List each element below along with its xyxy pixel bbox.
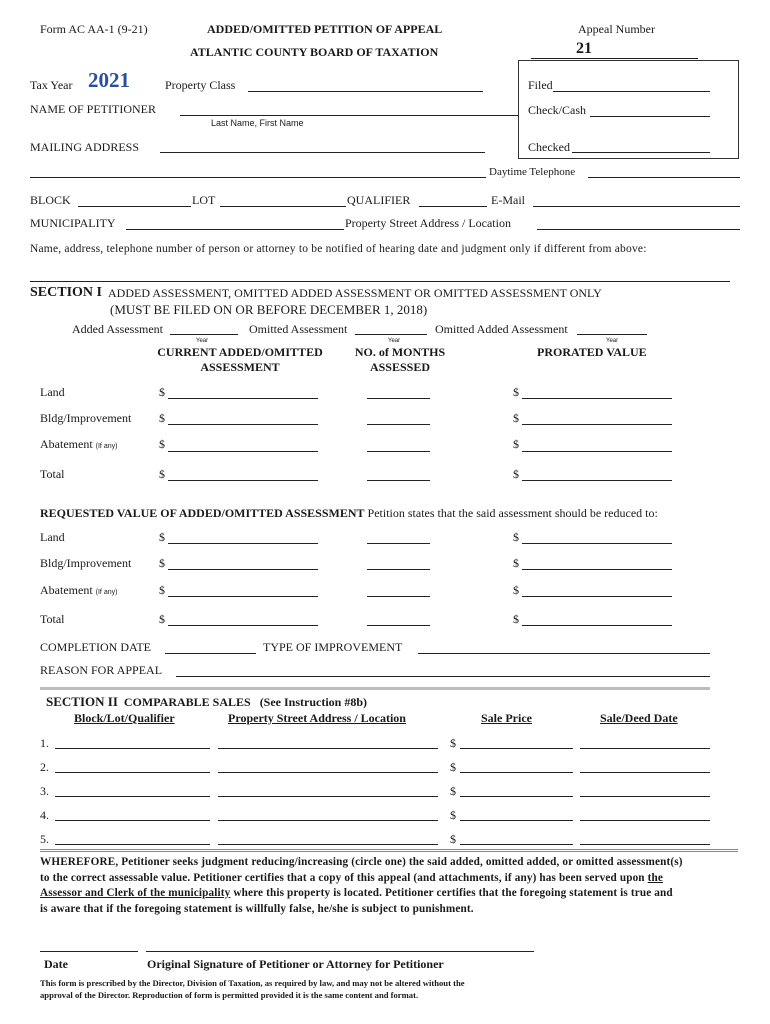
property-class-label: Property Class bbox=[165, 78, 236, 92]
wherefore-line-3b: where this property is located. Petitioner certifies that the foregoing statement is true and bbox=[233, 887, 673, 899]
dollar-sign: $ bbox=[513, 385, 519, 399]
signature-label: Original Signature of Petitioner or Attorney for Petitioner bbox=[147, 957, 444, 971]
dollar-sign: $ bbox=[513, 530, 519, 544]
omitted-added-assessment-label: Omitted Added Assessment bbox=[435, 322, 568, 336]
req-bldg-label: Bldg/Improvement bbox=[40, 556, 132, 570]
appeal-number-label: Appeal Number bbox=[578, 22, 655, 36]
prorated-bldg-field[interactable] bbox=[522, 424, 672, 425]
section1-deadline: (MUST BE FILED ON OR BEFORE DECEMBER 1, 2018) bbox=[110, 302, 428, 317]
comp-address-field[interactable] bbox=[218, 820, 438, 821]
req-prorated-bldg-field[interactable] bbox=[522, 569, 672, 570]
comp-date-field[interactable] bbox=[580, 748, 710, 749]
current-land-field[interactable] bbox=[168, 398, 318, 399]
section2-heading-text: COMPARABLE SALES bbox=[123, 695, 251, 709]
dollar-sign: $ bbox=[513, 583, 519, 597]
added-assessment-label: Added Assessment bbox=[72, 322, 163, 336]
req-prorated-abatement-field[interactable] bbox=[522, 596, 672, 597]
qualifier-field[interactable] bbox=[419, 206, 487, 207]
section1-heading-text: ADDED ASSESSMENT, OMITTED ADDED ASSESSMENT OR OMITTED ASSESSMENT ONLY bbox=[108, 286, 602, 300]
block-label: BLOCK bbox=[30, 193, 71, 207]
email-label: E-Mail bbox=[491, 193, 525, 207]
type-of-improvement-field[interactable] bbox=[418, 653, 710, 654]
omitted-assessment-label: Omitted Assessment bbox=[249, 322, 348, 336]
section1-heading: SECTION I bbox=[30, 285, 102, 300]
dollar-sign: $ bbox=[513, 437, 519, 451]
wherefore-line-2b: the bbox=[647, 872, 664, 884]
name-label: NAME OF PETITIONER bbox=[30, 102, 156, 116]
comp-price-field[interactable] bbox=[460, 772, 573, 773]
req-land-label: Land bbox=[40, 530, 65, 544]
section2-heading: SECTION II bbox=[46, 694, 118, 709]
wherefore-line-2 bbox=[40, 872, 663, 884]
current-total-field[interactable] bbox=[168, 480, 318, 481]
comp-row-number: 3. bbox=[40, 784, 49, 798]
row-land-label: Land bbox=[40, 385, 65, 399]
req-abatement-label bbox=[40, 583, 117, 598]
comp-block-field[interactable] bbox=[55, 844, 210, 845]
dollar-sign: $ bbox=[513, 467, 519, 481]
current-abatement-field[interactable] bbox=[168, 451, 318, 452]
wherefore-line-3 bbox=[40, 887, 673, 899]
requested-value-label: REQUESTED VALUE OF ADDED/OMITTED ASSESSMENT bbox=[40, 506, 365, 520]
col-address-header: Property Street Address / Location bbox=[228, 711, 406, 725]
added-assessment-year-field[interactable] bbox=[170, 334, 238, 335]
section-divider bbox=[40, 849, 738, 852]
check-cash-field[interactable] bbox=[590, 116, 710, 117]
comp-block-field[interactable] bbox=[55, 796, 210, 797]
comp-block-field[interactable] bbox=[55, 748, 210, 749]
comp-block-field[interactable] bbox=[55, 820, 210, 821]
comp-row-number: 4. bbox=[40, 808, 49, 822]
col-price-header: Sale Price bbox=[481, 711, 532, 725]
property-location-field[interactable] bbox=[537, 229, 740, 230]
notify-text: Name, address, telephone number of person or attorney to be notified of hearing date and judgment only if different from above: bbox=[30, 243, 647, 255]
months-abatement-field[interactable] bbox=[367, 451, 430, 452]
comp-price-field[interactable] bbox=[460, 796, 573, 797]
reason-for-appeal-field[interactable] bbox=[176, 676, 710, 677]
comp-address-field[interactable] bbox=[218, 748, 438, 749]
comp-row-number: 2. bbox=[40, 760, 49, 774]
prorated-abatement-field[interactable] bbox=[522, 451, 672, 452]
requested-value-text: Petition states that the said assessment should be reduced to: bbox=[367, 506, 658, 520]
req-prorated-land-field[interactable] bbox=[522, 543, 672, 544]
dollar-sign: $ bbox=[450, 736, 456, 750]
tax-year-label: Tax Year bbox=[30, 78, 73, 92]
dollar-sign: $ bbox=[159, 530, 165, 544]
dollar-sign: $ bbox=[450, 808, 456, 822]
col-months-header-2: ASSESSED bbox=[369, 360, 431, 374]
lot-label: LOT bbox=[192, 193, 216, 207]
comp-date-field[interactable] bbox=[580, 772, 710, 773]
mailing-address-field[interactable] bbox=[160, 152, 485, 153]
req-total-label: Total bbox=[40, 612, 65, 626]
date-label: Date bbox=[44, 957, 68, 971]
col-current-header-2: ASSESSMENT bbox=[200, 360, 280, 374]
comp-row-number: 1. bbox=[40, 736, 49, 750]
wherefore-line-2a: to the correct assessable value. Petitioner certifies that a copy of this appeal (and attachments, if any) has been served upon bbox=[40, 872, 645, 884]
req-current-total-field[interactable] bbox=[168, 625, 318, 626]
if-any-text: (If any) bbox=[95, 443, 118, 450]
form-id: Form AC AA-1 (9-21) bbox=[40, 22, 148, 36]
dollar-sign: $ bbox=[450, 760, 456, 774]
comp-address-field[interactable] bbox=[218, 844, 438, 845]
dollar-sign: $ bbox=[159, 467, 165, 481]
appeal-number-field[interactable] bbox=[531, 58, 698, 59]
daytime-telephone-field[interactable] bbox=[588, 177, 740, 178]
req-months-land-field[interactable] bbox=[367, 543, 430, 544]
property-location-label: Property Street Address / Location bbox=[345, 216, 511, 230]
municipality-label: MUNICIPALITY bbox=[30, 216, 116, 230]
comp-address-field[interactable] bbox=[218, 772, 438, 773]
year-hint-1: Year bbox=[196, 338, 209, 344]
abatement-text: Abatement bbox=[40, 583, 93, 597]
municipality-field[interactable] bbox=[126, 229, 344, 230]
name-field[interactable] bbox=[180, 115, 518, 116]
omitted-assessment-year-field[interactable] bbox=[355, 334, 427, 335]
dollar-sign: $ bbox=[450, 784, 456, 798]
abatement-text: Abatement bbox=[40, 437, 93, 451]
footer-line-1: This form is prescribed by the Director, Division of Taxation, as required by law, and may not be altered without the bbox=[40, 978, 465, 988]
months-total-field[interactable] bbox=[367, 480, 430, 481]
col-months-header-1: NO. of MONTHS bbox=[354, 345, 446, 359]
dollar-sign: $ bbox=[159, 612, 165, 626]
row-total-label: Total bbox=[40, 467, 65, 481]
form-subtitle: ATLANTIC COUNTY BOARD OF TAXATION bbox=[190, 45, 439, 59]
section2-heading-line bbox=[46, 694, 367, 710]
completion-date-field[interactable] bbox=[165, 653, 256, 654]
checked-field[interactable] bbox=[572, 152, 710, 153]
completion-date-label: COMPLETION DATE bbox=[40, 640, 151, 654]
dollar-sign: $ bbox=[450, 832, 456, 846]
name-hint: Last Name, First Name bbox=[211, 118, 304, 128]
footer-line-2: approval of the Director. Reproduction of form is permitted provided it is the same content and format. bbox=[40, 990, 419, 1000]
comp-block-field[interactable] bbox=[55, 772, 210, 773]
signature-field[interactable] bbox=[146, 951, 534, 952]
reason-for-appeal-label: REASON FOR APPEAL bbox=[40, 663, 163, 677]
req-current-abatement-field[interactable] bbox=[168, 596, 318, 597]
comp-price-field[interactable] bbox=[460, 820, 573, 821]
req-current-bldg-field[interactable] bbox=[168, 569, 318, 570]
months-bldg-field[interactable] bbox=[367, 424, 430, 425]
row-abatement-label bbox=[40, 437, 117, 452]
if-any-text: (If any) bbox=[95, 589, 118, 596]
col-block-header: Block/Lot/Qualifier bbox=[74, 711, 175, 725]
date-field[interactable] bbox=[40, 951, 138, 952]
dollar-sign: $ bbox=[159, 385, 165, 399]
year-hint-3: Year bbox=[606, 338, 619, 344]
col-date-header: Sale/Deed Date bbox=[600, 711, 678, 725]
prorated-land-field[interactable] bbox=[522, 398, 672, 399]
qualifier-label: QUALIFIER bbox=[347, 193, 411, 207]
dollar-sign: $ bbox=[159, 583, 165, 597]
comp-price-field[interactable] bbox=[460, 844, 573, 845]
dollar-sign: $ bbox=[513, 411, 519, 425]
dollar-sign: $ bbox=[159, 556, 165, 570]
dollar-sign: $ bbox=[513, 556, 519, 570]
wherefore-line-4: is aware that if the foregoing statement is willfully false, he/she is subject to punishment. bbox=[40, 903, 474, 915]
req-months-bldg-field[interactable] bbox=[367, 569, 430, 570]
filed-field[interactable] bbox=[553, 91, 710, 92]
notify-field[interactable] bbox=[30, 281, 730, 282]
omitted-added-assessment-year-field[interactable] bbox=[577, 334, 647, 335]
req-prorated-total-field[interactable] bbox=[522, 625, 672, 626]
req-current-land-field[interactable] bbox=[168, 543, 318, 544]
section-divider bbox=[40, 687, 710, 690]
dollar-sign: $ bbox=[159, 411, 165, 425]
appeal-number-value: 21 bbox=[576, 40, 592, 57]
comp-row-number: 5. bbox=[40, 832, 49, 846]
check-cash-label: Check/Cash bbox=[528, 103, 586, 117]
comp-date-field[interactable] bbox=[580, 844, 710, 845]
col-prorated-header: PRORATED VALUE bbox=[537, 345, 647, 359]
comp-address-field[interactable] bbox=[218, 796, 438, 797]
form-title: ADDED/OMITTED PETITION OF APPEAL bbox=[207, 22, 443, 36]
wherefore-line-1: WHEREFORE, Petitioner seeks judgment reducing/increasing (circle one) the said added, omitted added, or omitted assessment(s) bbox=[40, 856, 683, 868]
section2-instruction: (See Instruction #8b) bbox=[259, 695, 368, 709]
current-bldg-field[interactable] bbox=[168, 424, 318, 425]
year-hint-2: Year bbox=[388, 338, 401, 344]
wherefore-line-3a: Assessor and Clerk of the municipality bbox=[40, 887, 231, 899]
col-current-header-1: CURRENT ADDED/OMITTED bbox=[157, 345, 323, 359]
checked-label: Checked bbox=[528, 140, 570, 154]
requested-value-line bbox=[40, 506, 658, 521]
email-field[interactable] bbox=[533, 206, 740, 207]
row-bldg-label: Bldg/Improvement bbox=[40, 411, 132, 425]
property-class-field[interactable] bbox=[248, 91, 483, 92]
comp-date-field[interactable] bbox=[580, 796, 710, 797]
dollar-sign: $ bbox=[159, 437, 165, 451]
mailing-address-label: MAILING ADDRESS bbox=[30, 140, 140, 154]
comp-date-field[interactable] bbox=[580, 820, 710, 821]
months-land-field[interactable] bbox=[367, 398, 430, 399]
block-field[interactable] bbox=[78, 206, 191, 207]
req-months-abatement-field[interactable] bbox=[367, 596, 430, 597]
comp-price-field[interactable] bbox=[460, 748, 573, 749]
lot-field[interactable] bbox=[220, 206, 346, 207]
dollar-sign: $ bbox=[513, 612, 519, 626]
tax-year-value: 2021 bbox=[88, 68, 130, 92]
filed-label: Filed bbox=[528, 78, 553, 92]
prorated-total-field[interactable] bbox=[522, 480, 672, 481]
daytime-telephone-label: Daytime Telephone bbox=[489, 166, 576, 178]
type-of-improvement-label: TYPE OF IMPROVEMENT bbox=[263, 640, 403, 654]
req-months-total-field[interactable] bbox=[367, 625, 430, 626]
mailing-address-field-2[interactable] bbox=[30, 177, 486, 178]
